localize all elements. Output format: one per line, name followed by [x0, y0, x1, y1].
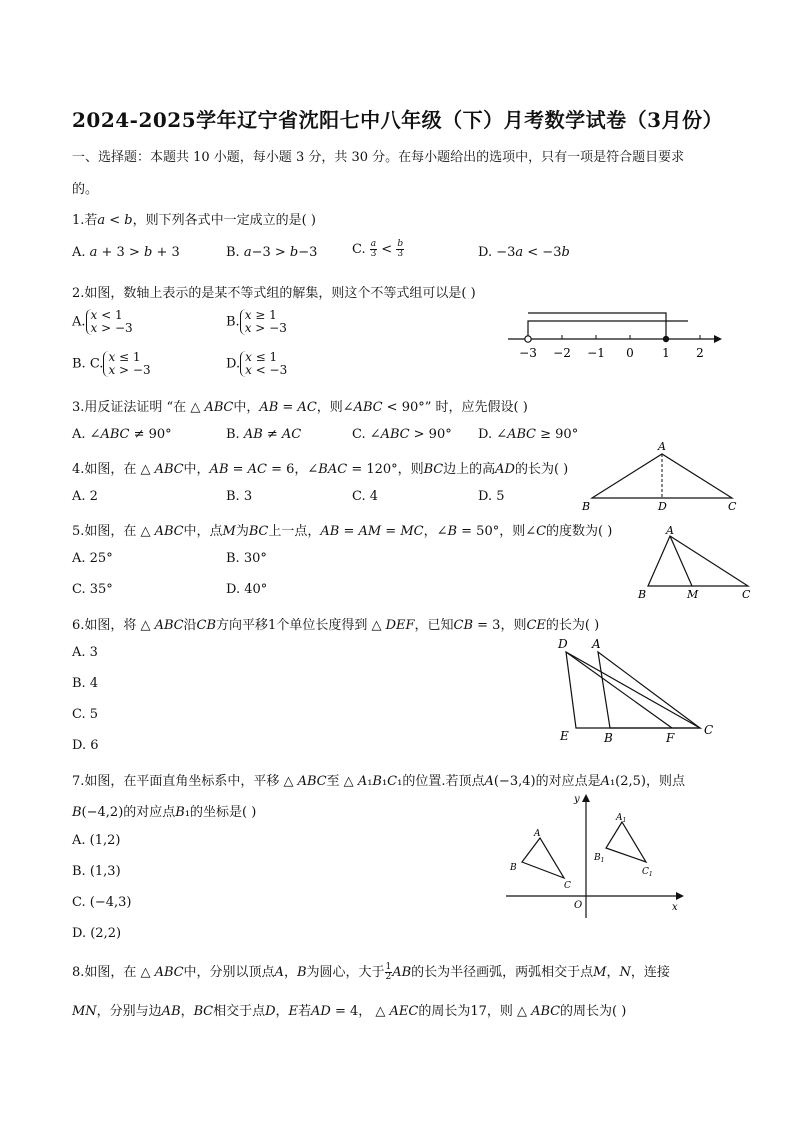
q4-option-b[interactable]: B. 3 — [226, 489, 253, 504]
q2-option-a-label: A. — [72, 314, 86, 330]
q1-c-fraction-2: $\frac{\text{𝑏}}{3}$ — [397, 239, 404, 259]
q7-label-a1: $A_1$ — [616, 813, 627, 824]
q7-label-origin: O — [574, 900, 583, 911]
section-instructions-cont: 的。 — [72, 182, 99, 197]
q2-c-system: 𝑥 ≤ 1 𝑥 > −3 — [103, 351, 150, 377]
q2-option-c[interactable] — [72, 351, 151, 377]
q5-option-a[interactable]: A. 25° — [72, 551, 113, 566]
q7-option-d[interactable]: D. (2,2) — [72, 926, 122, 941]
q6-triangle-abc — [598, 652, 700, 728]
q7-x-axis-arrow-icon — [676, 892, 684, 900]
q5-label-b: B — [638, 588, 647, 601]
q2-open-point — [525, 336, 531, 342]
q7-triangle-abc — [522, 838, 564, 878]
q1-stem: 1.若𝑎 < 𝑏，则下列各式中一定成立的是( ) — [72, 213, 316, 228]
q4-label-d: D — [658, 500, 667, 513]
q8-stem-part1: 8.如图，在 △ 𝐴𝐵𝐶中，分别以顶点𝐴，𝐵为圆心，大于 — [72, 965, 385, 980]
q2-number-line-figure — [500, 305, 730, 365]
q4-option-d[interactable]: D. 5 — [478, 489, 505, 504]
q1-c-relation: < — [381, 242, 393, 257]
q5-label-a: A — [666, 524, 674, 537]
q5-stem: 5.如图，在 △ 𝐴𝐵𝐶中，点𝑀为𝐵𝐶上一点，𝐴𝐵 = 𝐴𝑀 = 𝑀𝐶，∠𝐵 = 50°，则∠𝐶的度数为( ) — [72, 524, 613, 539]
q7-label-b: B — [510, 863, 517, 873]
q4-option-a[interactable]: A. 2 — [72, 489, 98, 504]
q2-closed-point — [663, 336, 669, 342]
q2-solution-bracket-2 — [528, 313, 666, 339]
q8-stem-line2: 𝑀𝑁，分别与边𝐴𝐵，𝐵𝐶相交于点𝐷，𝐸若𝐴𝐷 = 4， △ 𝐴𝐸𝐶的周长为17，则 △ 𝐴𝐵𝐶的周长为( ) — [72, 1004, 627, 1019]
q2-tick-label: 2 — [696, 346, 704, 360]
q1-option-c[interactable] — [352, 240, 404, 259]
q4-label-a: A — [658, 440, 666, 453]
q5-triangle-figure — [630, 522, 760, 602]
q7-label-y: y — [574, 794, 580, 805]
q1-option-a[interactable]: A. 𝑎 + 3 > 𝑏 + 3 — [72, 245, 180, 260]
q6-label-d: D — [558, 637, 568, 651]
q5-option-c[interactable]: C. 35° — [72, 582, 113, 597]
q3-option-d[interactable]: D. ∠𝐴𝐵𝐶 ≥ 90° — [478, 427, 579, 442]
q7-option-b[interactable]: B. (1,3) — [72, 864, 121, 879]
q2-option-c-label: B. C. — [72, 356, 104, 372]
q7-option-c[interactable]: C. (−4,3) — [72, 895, 132, 910]
q7-label-x: x — [672, 902, 678, 913]
q7-triangle-a1b1c1 — [606, 822, 646, 862]
q2-option-d-label: D. — [226, 356, 241, 372]
q5-triangle — [648, 536, 748, 586]
q7-stem-line1: 7.如图，在平面直角坐标系中，平移 △ 𝐴𝐵𝐶至 △ 𝐴₁𝐵₁𝐶₁的位置.若顶点𝐴(−3,4)的对应点是𝐴₁(2,5)，则点 — [72, 774, 685, 789]
q4-option-c[interactable]: C. 4 — [352, 489, 379, 504]
q2-tick-label: −3 — [519, 346, 537, 360]
q3-option-c[interactable]: C. ∠𝐴𝐵𝐶 > 90° — [352, 427, 452, 442]
section-instructions: 一、选择题：本题共 10 小题，每小题 3 分，共 30 分。在每小题给出的选项中，只有一项是符合题目要求 — [72, 150, 685, 165]
q6-label-a: A — [592, 637, 601, 651]
q2-b-system: 𝑥 ≥ 1 𝑥 > −3 — [240, 309, 287, 335]
q6-label-e: E — [560, 729, 569, 743]
q4-stem: 4.如图，在 △ 𝐴𝐵𝐶中，𝐴𝐵 = 𝐴𝐶 = 6，∠𝐵𝐴𝐶 = 120°，则𝐵𝐶边上的高𝐴𝐷的长为( ) — [72, 462, 569, 477]
q2-option-d[interactable] — [226, 351, 287, 377]
q6-segment-df — [566, 652, 672, 728]
q2-option-b-label: B. — [226, 314, 240, 330]
q1-option-b[interactable]: B. 𝑎−3 > 𝑏−3 — [226, 245, 318, 260]
q8-stem-line1 — [72, 961, 670, 982]
q5-label-c: C — [742, 588, 751, 601]
q3-option-a[interactable]: A. ∠𝐴𝐵𝐶 ≠ 90° — [72, 427, 172, 442]
q4-triangle-figure — [570, 440, 750, 516]
q2-option-b[interactable] — [226, 309, 287, 335]
q6-label-b: B — [604, 731, 613, 745]
q6-label-f: F — [666, 731, 675, 745]
q1-c-fraction-1: $\frac{\text{𝑎}}{3}$ — [370, 239, 377, 259]
q2-d-system: 𝑥 ≤ 1 𝑥 < −3 — [240, 351, 287, 377]
q6-option-b[interactable]: B. 4 — [72, 676, 99, 691]
q7-stem-line2: 𝐵(−4,2)的对应点𝐵₁的坐标是( ) — [72, 805, 257, 820]
q2-stem: 2.如图，数轴上表示的是某不等式组的解集，则这个不等式组可以是( ) — [72, 286, 476, 301]
q4-label-c: C — [728, 500, 737, 513]
q8-stem-part2: 𝐴𝐵的长为半径画弧，两弧相交于点𝑀，𝑁，连接 — [392, 965, 670, 980]
q6-translation-figure — [550, 634, 730, 746]
q7-label-c: C — [564, 881, 571, 891]
q2-option-a[interactable] — [72, 309, 133, 335]
q2-a-system: 𝑥 < 1 𝑥 > −3 — [86, 309, 133, 335]
q2-tick-label: −2 — [553, 346, 571, 360]
q2-tick-label: 1 — [662, 346, 670, 360]
q7-coordinate-figure — [500, 790, 690, 924]
q6-stem: 6.如图，将 △ 𝐴𝐵𝐶沿𝐶𝐵方向平移1个单位长度得到 △ 𝐷𝐸𝐹，已知𝐶𝐵 = 3，则𝐶𝐸的长为( ) — [72, 618, 600, 633]
q1-option-d[interactable]: D. −3𝑎 < −3𝑏 — [478, 245, 570, 260]
q7-option-a[interactable]: A. (1,2) — [72, 833, 121, 848]
q7-y-axis-arrow-icon — [582, 794, 590, 802]
q7-label-a: A — [534, 829, 541, 839]
q3-stem: 3.用反证法证明 “在 △ 𝐴𝐵𝐶中，𝐴𝐵 = 𝐴𝐶，则∠𝐴𝐵𝐶 < 90°” 时，应先假设( ) — [72, 400, 528, 415]
q2-axis-arrow-icon — [714, 335, 722, 343]
q2-tick-label: −1 — [587, 346, 605, 360]
q1-option-c-label: C. — [352, 242, 366, 257]
q5-option-d[interactable]: D. 40° — [226, 582, 268, 597]
q4-label-b: B — [582, 500, 591, 513]
q6-option-d[interactable]: D. 6 — [72, 738, 99, 753]
q5-option-b[interactable]: B. 30° — [226, 551, 267, 566]
q6-triangle-def — [566, 652, 700, 728]
q7-label-c1: $C_1$ — [642, 867, 653, 878]
q2-solution-bracket-1 — [528, 321, 688, 339]
q3-option-b[interactable]: B. 𝐴𝐵 ≠ 𝐴𝐶 — [226, 427, 302, 442]
q8-fraction-half: $\frac{1}{2}$ — [385, 962, 392, 982]
q5-label-m: M — [687, 588, 699, 601]
q6-label-c: C — [704, 723, 714, 737]
q2-tick-label: 0 — [626, 346, 634, 360]
q6-option-c[interactable]: C. 5 — [72, 707, 99, 722]
q6-option-a[interactable]: A. 3 — [72, 645, 98, 660]
q7-label-b1: $B_1$ — [594, 853, 605, 864]
page-title: 2024-2025学年辽宁省沈阳七中八年级（下）月考数学试卷（3月份） — [72, 108, 724, 132]
